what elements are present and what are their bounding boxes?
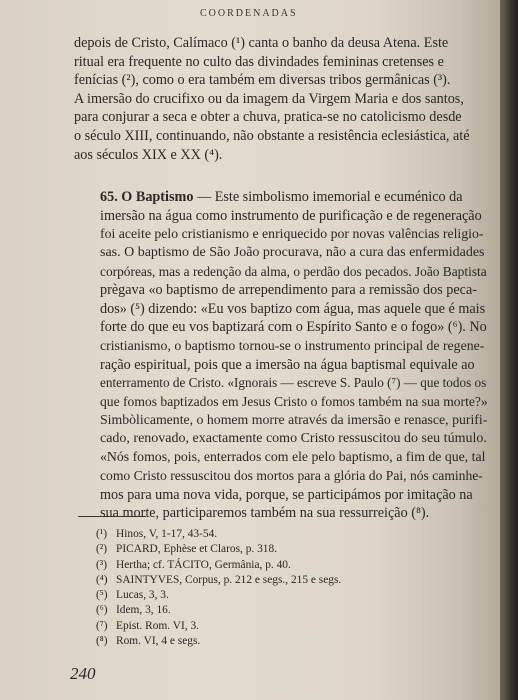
text-line: cristianismo, o baptismo tornou-se o instrumento principal de regene- [100,337,485,353]
section-heading-line [74,188,488,207]
text-line: como Cristo ressuscitou dos mortos para a glória do Pai, nós caminhe- [100,468,483,484]
paragraph-section-65 [74,188,488,523]
footnote-ref: (⁶) [96,604,108,617]
text-line: o século XIII, continuando, não obstante a resistência eclesiástica, até [74,127,470,144]
text-line: sas. O baptismo de São João procurava, não a cura das enfermidades [100,244,485,260]
footnote-text: Lucas, 3, 3. [116,589,169,602]
text-line: aos séculos XIX e XX (⁴). [74,146,223,163]
text-line: dos» (⁵) dizendo: «Eu vos baptizo com água, mas aquele que é mais [100,300,486,317]
footnote-text: SAINTYVES, Corpus, p. 212 e segs., 215 e segs. [116,573,342,586]
text-line: corpóreas, mas a redenção da alma, o perdão dos pecados. João Baptista [100,263,487,279]
text-line: sua morte, participaremos também na sua ressurreição (⁸). [100,505,430,522]
text-line: cado, renovado, exactamente como Cristo ressuscitou do seu túmulo. [100,430,487,446]
footnote-ref: (²) [96,543,108,556]
text-line: para conjurar a seca e obter a chuva, pratica-se no catolicismo desde [74,109,462,126]
footnote-item [96,573,456,588]
body-text [74,34,488,523]
text-line: mos para uma nova vida, porque, se participámos por imitação na [100,486,473,503]
section-number: 65. [100,189,118,206]
footnote-item [96,558,456,573]
text-line: Simbòlicamente, o homem morre através da imersão e renasce, purifi- [100,412,488,428]
text-line: «Nós fomos, pois, enterrados com ele pelo baptismo, a fim de que, tal [100,449,486,465]
text-line: que fomos baptizados em Jesus Cristo o fomos também na sua morte?» [100,393,488,409]
footnote-item [96,542,456,557]
book-spine-shadow [500,0,518,700]
text-line: A imersão do crucifixo ou da imagem da Virgem Maria e dos santos, [74,90,464,107]
footnote-item [96,619,456,634]
text-line: ração espiritual, pois que a imersão na água baptismal equivale ao [100,356,475,373]
footnote-item [96,634,456,649]
footnote-ref: (³) [96,558,108,571]
footnote-item [96,588,456,603]
paragraph-1 [74,34,488,164]
page-number: 240 [70,664,96,683]
text-line: fenícias (²), como o era também em diversas tribos germânicas (³). [74,72,451,89]
text-line: forte do que eu vos baptizará com o Espírito Santo e o fogo» (⁶). No [100,319,487,336]
text-line: imersão na água como instrumento de purificação e de regeneração [100,207,482,224]
text-line: prègava «o baptismo de arrependimento para a remissão dos peca- [100,282,478,299]
footnote-item [96,603,456,618]
footnote-text: PICARD, Ephèse et Claros, p. 318. [116,543,278,556]
footnote-item [96,527,456,542]
section-title: O Baptismo [121,189,194,206]
footnote-text: Hertha; cf. TÁCITO, Germânia, p. 40. [116,558,291,571]
footnote-ref: (⁸) [96,635,108,648]
footnote-ref: (⁷) [96,619,108,632]
running-head: COORDENADAS [200,8,298,19]
text-line: ritual era frequente no culto das divindades femininas cretenses e [74,53,444,70]
text-line: depois de Cristo, Calímaco (¹) canta o banho da deusa Atena. Este [74,35,449,51]
footnote-text: Hinos, V, 1-17, 43-54. [116,528,218,540]
text-line: enterramento de Cristo. «Ignorais — escreve S. Paulo (⁷) — que todos os [100,375,487,391]
section-first-line: — Este simbolismo imemorial e ecuménico da [193,189,463,206]
footnote-text: Rom. VI, 4 e segs. [116,635,201,648]
footnotes-list [96,527,456,649]
footnote-text: Epist. Rom. VI, 3. [116,619,200,632]
footnote-ref: (⁵) [96,589,108,602]
footnote-rule [78,516,146,517]
text-line: foi aceite pelo cristianismo e enriquecido por novas valências religio- [100,226,484,242]
footnote-ref: (¹) [96,528,108,540]
footnote-ref: (⁴) [96,573,108,586]
footnote-text: Idem, 3, 16. [116,604,171,617]
